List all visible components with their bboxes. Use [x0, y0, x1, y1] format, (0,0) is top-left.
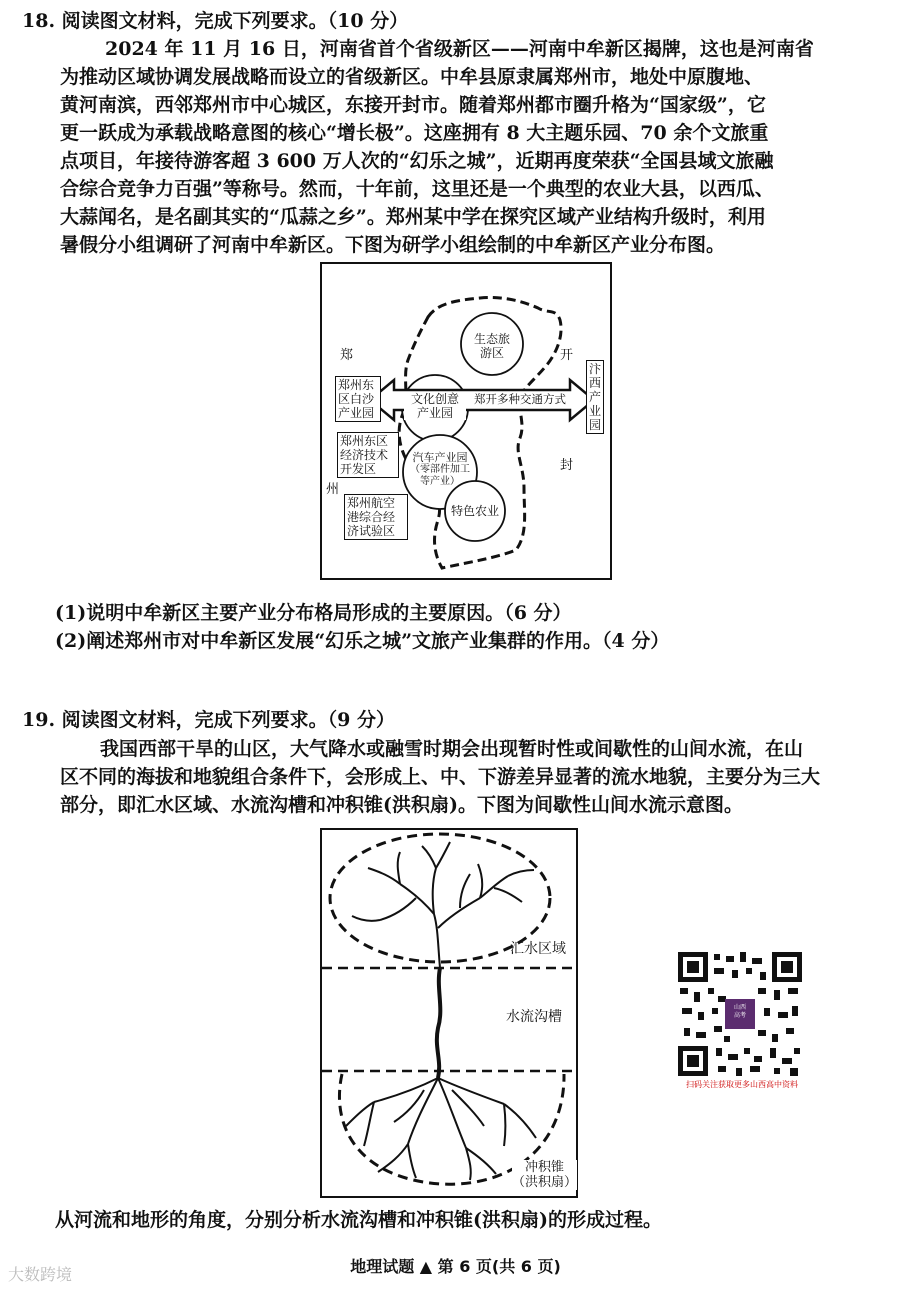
q18-sub1: (1)说明中牟新区主要产业分布格局形成的主要原因。（6 分）: [55, 602, 572, 624]
q18-para-line-1: 2024 年 11 月 16 日，河南省首个省级新区——河南中牟新区揭牌，这也是河南省: [105, 38, 814, 60]
q18-para-line-8: 暑假分小组调研了河南中牟新区。下图为研学小组绘制的中牟新区产业分布图。: [60, 234, 726, 256]
box-bianxi-char-5: 园: [588, 418, 601, 432]
box-bianxi-park: [586, 360, 604, 434]
q18-para-line-2: 为推动区域协调发展战略而设立的省级新区。中牟县原隶属郑州市，地处中原腹地、: [60, 66, 764, 88]
eco-tourism-label: [467, 332, 517, 360]
label-feng: 封: [560, 458, 574, 473]
box-bianxi-char-3: 产: [588, 390, 601, 404]
q19-header: 19. 阅读图文材料，完成下列要求。（9 分）: [22, 709, 396, 731]
box-baisha-park: [335, 376, 381, 422]
box-jingkai-line-2: 经济技术: [340, 448, 389, 462]
q18-para-line-6: 合综合竞争力百强”等称号。然而，十年前，这里还是一个典型的农业大县，以西瓜、: [60, 178, 774, 200]
q18-para-line-5: 点项目，年接待游客超 3 600 万人次的“幻乐之城”，近期再度荣获“全国县域文旅融: [60, 150, 774, 172]
box-baisha-line-3: 产业园: [338, 406, 375, 420]
qr-center-text: [725, 1004, 755, 1020]
label-fan-line-2: （洪积扇）: [512, 1175, 578, 1190]
qr-caption: 扫码关注获取更多山西高中资料: [686, 1080, 798, 1089]
box-baisha-line-2: 区白沙: [338, 392, 375, 406]
culture-line-1: 文化创意: [410, 392, 459, 406]
main-channel: [437, 968, 440, 1078]
q18-para-line-7: 大蒜闻名，是名副其实的“瓜蒜之乡”。郑州某中学在探究区域产业结构升级时，利用: [60, 206, 766, 228]
box-hangkong-line-1: 郑州航空: [347, 496, 396, 510]
box-baisha-line-1: 郑州东: [338, 378, 375, 392]
qr-code[interactable]: [678, 952, 802, 1076]
box-hangkong-line-3: 济试验区: [347, 524, 396, 538]
q19-question: 从河流和地形的角度，分别分析水流沟槽和冲积锥(洪积扇)的形成过程。: [55, 1209, 662, 1231]
watermark: 大数跨境: [8, 1265, 73, 1284]
eco-line-2: 游区: [479, 346, 504, 360]
agriculture-label: 特色农业: [450, 504, 499, 518]
box-bianxi-char-2: 西: [588, 376, 601, 390]
label-zheng: 郑: [340, 348, 354, 363]
q18-para-line-3: 黄河南滨，西邻郑州市中心城区，东接开封市。随着郑州都市圈升格为“国家级”，它: [60, 94, 766, 116]
label-zhou: 州: [326, 482, 340, 497]
industry-map: [320, 262, 612, 580]
box-bianxi-char-4: 业: [588, 404, 601, 418]
label-channel: 水流沟槽: [506, 1009, 562, 1025]
qr-center-line-2: 高考: [733, 1012, 746, 1019]
label-fan-line-1: 冲积锥: [525, 1160, 565, 1175]
q18-para-line-4: 更一跃成为承载战略意图的核心“增长极”。这座拥有 8 大主题乐园、70 余个文旅重: [60, 122, 769, 144]
box-econ-dev-zone: [337, 432, 399, 478]
box-airport-zone: [344, 494, 408, 540]
q19-para-line-1: 我国西部干旱的山区，大气降水或融雪时期会出现暂时性或间歇性的山间水流，在山: [100, 738, 804, 760]
q18-sub2: (2)阐述郑州市对中牟新区发展“幻乐之城”文旅产业集群的作用。（4 分）: [55, 630, 670, 652]
transport-arrow-label: 郑开多种交通方式: [474, 392, 566, 406]
box-bianxi-char-1: 汴: [588, 362, 601, 376]
page-footer: 地理试题 ▲ 第 6 页(共 6 页): [350, 1257, 561, 1276]
auto-line-3: 等产业）: [420, 476, 460, 487]
auto-line-2: （零部件加工: [410, 464, 470, 475]
culture-park-label: [404, 392, 466, 420]
eco-line-1: 生态旅: [473, 332, 510, 346]
box-hangkong-line-2: 港综合经: [347, 510, 396, 524]
culture-line-2: 产业园: [416, 406, 453, 420]
label-kai: 开: [560, 348, 574, 363]
qr-center-line-1: 山西: [733, 1004, 746, 1011]
label-fan: [512, 1160, 577, 1190]
label-catchment: 汇水区域: [510, 941, 566, 957]
box-jingkai-line-1: 郑州东区: [340, 434, 389, 448]
q19-para-line-2: 区不同的海拔和地貌组合条件下，会形成上、中、下游差异显著的流水地貌，主要分为三大: [60, 766, 821, 788]
river-diagram: [320, 828, 578, 1198]
q19-para-line-3: 部分，即汇水区域、水流沟槽和冲积锥(洪积扇)。下图为间歇性山间水流示意图。: [60, 794, 743, 816]
q18-header: 18. 阅读图文材料，完成下列要求。（10 分）: [22, 10, 409, 32]
box-jingkai-line-3: 开发区: [340, 462, 377, 476]
auto-park-label: [398, 452, 482, 488]
auto-line-1: 汽车产业园: [412, 451, 468, 464]
